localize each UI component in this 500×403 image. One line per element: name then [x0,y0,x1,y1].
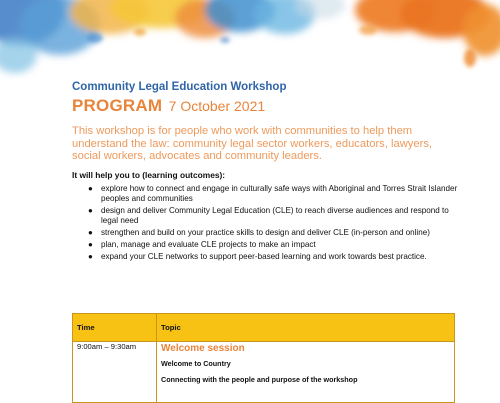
agenda-table [72,313,455,403]
program-label: PROGRAM [72,96,163,115]
list-item: ● explore how to connect and engage in culturally safe ways with Aboriginal and Torres Strait Islander peoples and communities [88,183,458,204]
learning-outcomes-list [72,184,462,262]
bullet-icon: ● [88,251,93,261]
time-column-header: Time [73,314,157,342]
session-item: Welcome to Country [161,359,231,368]
topic-column-header: Topic [157,314,455,342]
session-topic [157,342,455,403]
bullet-icon: ● [88,205,93,215]
bullet-icon: ● [88,228,93,238]
list-item: ● strengthen and build on your practice skills to design and deliver CLE (in-person and online) [88,228,430,238]
watercolor-banner [0,0,500,80]
learning-outcomes-heading: It will help you to (learning outcomes): [72,169,226,180]
program-heading [72,96,462,117]
intro-paragraph: This workshop is for people who work with communities to help them understand the law: community legal sector workers, educators, lawyers, social workers, advocates and community leaders. [72,125,433,163]
list-item: ● design and deliver Community Legal Education (CLE) to reach diverse audiences and respond to legal need [88,205,449,226]
table-row [73,342,455,403]
session-item: Connecting with the people and purpose of the workshop [161,375,358,384]
organization-title: Community Legal Education Workshop [72,81,287,93]
agenda-header-row [73,314,455,342]
session-time: 9:00am – 9:30am [73,342,157,403]
list-item: ● plan, manage and evaluate CLE projects to make an impact [88,240,316,250]
program-date: 7 October 2021 [168,98,266,114]
document-body [72,80,462,264]
bullet-icon: ● [88,240,93,250]
list-item: ● expand your CLE networks to support peer-based learning and work towards best practice. [88,251,427,261]
session-title: Welcome session [161,343,245,354]
bullet-icon: ● [88,183,93,193]
